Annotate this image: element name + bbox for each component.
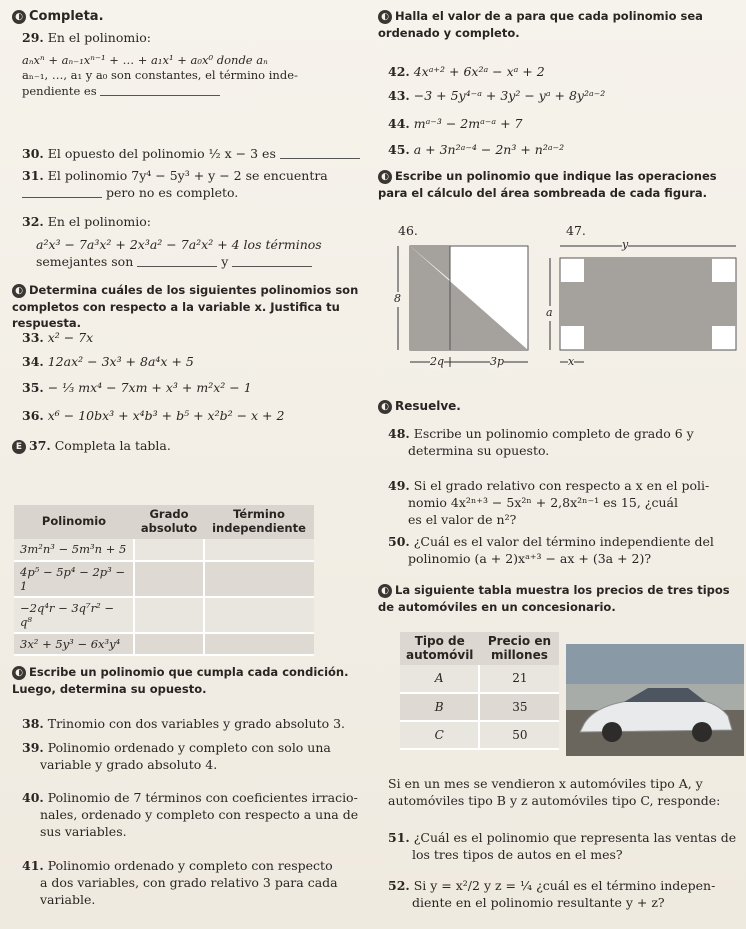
q51-num: 51. xyxy=(388,830,410,845)
fig46-label-b: 3p xyxy=(490,355,505,368)
table-cell-poly: −2q⁴r − 3q⁷r² − q⁸ xyxy=(14,597,134,633)
q52-text1: Si y = x²/2 y z = ¼ ¿cuál es el término indepen- xyxy=(413,878,716,893)
instruction-badge-icon: ◐ xyxy=(12,666,26,680)
question-48 xyxy=(388,426,694,460)
q33-num: 33. xyxy=(22,330,44,345)
q34-text: 12ax² − 3x³ + 8a⁴x + 5 xyxy=(47,354,194,369)
q32-blank-1[interactable] xyxy=(137,257,217,267)
q39-text2: variable y grado absoluto 4. xyxy=(40,756,218,772)
table-row xyxy=(400,721,559,749)
table-row xyxy=(14,633,314,655)
q31-num: 31. xyxy=(22,168,44,183)
question-45 xyxy=(388,142,564,159)
question-51 xyxy=(388,830,736,864)
cars-cell-price: 21 xyxy=(479,665,559,693)
section-heading xyxy=(12,8,104,26)
q48-text1: Escribe un polinomio completo de grado 6 y xyxy=(413,426,694,441)
q50-text1: ¿Cuál es el valor del término independiente del xyxy=(413,534,714,549)
question-37 xyxy=(12,438,171,455)
table-cell-poly: 3m²n³ − 5m³n + 5 xyxy=(14,539,134,561)
q41-text2: a dos variables, con grado relativo 3 para cada xyxy=(40,874,338,890)
q49-text1: Si el grado relativo con respecto a x en el poli- xyxy=(413,478,710,493)
q38-num: 38. xyxy=(22,716,44,731)
instruction-badge-icon: ◐ xyxy=(12,284,26,298)
q40-text1: Polinomio de 7 términos con coeficientes irracio- xyxy=(47,790,358,805)
q31-answer-blank[interactable] xyxy=(22,188,102,198)
table-header-termino: Término independiente xyxy=(204,505,314,539)
q32-formula: a²x³ − 7a³x² + 2x³a² − 7a²x² + 4 los términos xyxy=(36,236,322,252)
question-49 xyxy=(388,478,709,529)
table-cell-blank[interactable] xyxy=(204,539,314,561)
fig47-shaded-cross xyxy=(560,258,736,350)
q32-num: 32. xyxy=(22,214,44,229)
table-row xyxy=(400,693,559,721)
fig47-label-bottom: x xyxy=(568,355,575,368)
q43-num: 43. xyxy=(388,88,410,103)
polynomial-table xyxy=(14,505,314,656)
q38-text: Trinomio con dos variables y grado absoluto 3. xyxy=(47,716,346,731)
q32-sep: y xyxy=(221,253,229,269)
q29-formula: aₙxⁿ + aₙ₋₁xⁿ⁻¹ + … + a₁x¹ + a₀x⁰ donde aₙ xyxy=(22,52,268,67)
table-cell-blank[interactable] xyxy=(134,597,204,633)
question-32 xyxy=(22,214,362,271)
q40-num: 40. xyxy=(22,790,44,805)
question-34 xyxy=(22,354,194,371)
instruction-write-poly xyxy=(12,664,360,699)
q43-text: −3 + 5y⁴⁻ᵃ + 3y² − yᵃ + 8y²ᵃ⁻² xyxy=(413,88,606,103)
table-header-grado: Grado absoluto xyxy=(134,505,204,539)
cars-cell-type: B xyxy=(400,693,479,721)
q32-blank-2[interactable] xyxy=(232,257,312,267)
q31-text2: pero no es completo. xyxy=(105,184,239,200)
q37-text: Completa la tabla. xyxy=(54,438,171,453)
resuelve-text: Resuelve. xyxy=(395,399,461,413)
cars-table xyxy=(400,632,559,750)
cars-cell-type: C xyxy=(400,721,479,749)
q48-num: 48. xyxy=(388,426,410,441)
table-cell-blank[interactable] xyxy=(134,561,204,597)
q49-text3: es el valor de n²? xyxy=(408,511,517,527)
question-44 xyxy=(388,116,522,133)
question-29 xyxy=(22,30,362,99)
q29-text3: pendiente es xyxy=(22,83,97,98)
q32-text3: semejantes son xyxy=(36,253,134,269)
q48-text2: determina su opuesto. xyxy=(408,442,550,458)
q29-num: 29. xyxy=(22,30,44,45)
question-50 xyxy=(388,534,714,568)
q52-text2: diente en el polinomio resultante y + z? xyxy=(412,894,665,910)
instr-cars-text: La siguiente tabla muestra los precios de tres tipos de automóviles en un concesionario. xyxy=(378,583,730,614)
table-row xyxy=(14,597,314,633)
cars-context xyxy=(388,776,744,810)
instr-e-text: Escribe un polinomio que cumpla cada condición. Luego, determina su opuesto. xyxy=(12,665,349,697)
instruction-cars xyxy=(378,582,738,615)
q45-text: a + 3n²ᵃ⁻⁴ − 2n³ + n²ᵃ⁻² xyxy=(413,142,565,157)
q41-text3: variable. xyxy=(40,891,96,907)
table-cell-poly: 4p⁵ − 5p⁴ − 2p³ − 1 xyxy=(14,561,134,597)
q42-text: 4xᵃ⁺² + 6x²ᵃ − xᵃ + 2 xyxy=(413,64,545,79)
fig47-label-side: a xyxy=(546,306,553,319)
instruction-badge-icon: ◐ xyxy=(378,10,392,24)
table-cell-blank[interactable] xyxy=(204,633,314,655)
q52-num: 52. xyxy=(388,878,410,893)
q39-text1: Polinomio ordenado y completo con solo una xyxy=(47,740,331,755)
question-35 xyxy=(22,380,252,397)
q30-text: El opuesto del polinomio ½ x − 3 es xyxy=(47,146,276,161)
question-42 xyxy=(388,64,545,81)
q44-text: mᵃ⁻³ − 2mᵃ⁻ᵃ + 7 xyxy=(413,116,523,131)
q41-text1: Polinomio ordenado y completo con respecto xyxy=(47,858,333,873)
q36-num: 36. xyxy=(22,408,44,423)
cars-cell-type: A xyxy=(400,665,479,693)
q31-text1: El polinomio 7y⁴ − 5y³ + y − 2 se encuentra xyxy=(47,168,328,183)
fig47-label-top: y xyxy=(622,238,629,251)
q45-num: 45. xyxy=(388,142,410,157)
q34-num: 34. xyxy=(22,354,44,369)
table-cell-blank[interactable] xyxy=(204,597,314,633)
q51-text1: ¿Cuál es el polinomio que representa las ventas de xyxy=(413,830,737,845)
car-photo xyxy=(566,644,744,756)
q35-num: 35. xyxy=(22,380,44,395)
q30-answer-blank[interactable] xyxy=(280,149,360,159)
q36-text: x⁶ − 10bx³ + x⁴b³ + b⁵ + x²b² − x + 2 xyxy=(47,408,285,423)
question-36 xyxy=(22,408,284,425)
cars-header-price: Precio en millones xyxy=(479,632,559,665)
figure-46 xyxy=(388,240,538,372)
table-cell-blank[interactable] xyxy=(204,561,314,597)
heading-text: Completa. xyxy=(29,9,104,24)
instruction-badge-icon: ◐ xyxy=(378,170,392,184)
instr-b-text: Determina cuáles de los siguientes polinomios son completos con respecto a la variable x. Justifica tu respuesta. xyxy=(12,283,359,331)
cars-header-type: Tipo de automóvil xyxy=(400,632,479,665)
q30-num: 30. xyxy=(22,146,44,161)
table-row xyxy=(400,665,559,693)
table-row xyxy=(14,539,314,561)
instruction-complete-polys xyxy=(12,282,360,332)
q50-num: 50. xyxy=(388,534,410,549)
car-photo-illustration xyxy=(566,644,744,756)
cars-text1: Si en un mes se vendieron x automóviles tipo A, y xyxy=(388,776,703,791)
q29-text1: En el polinomio: xyxy=(47,30,151,45)
question-40 xyxy=(22,790,358,841)
question-33 xyxy=(22,330,93,347)
figure-47 xyxy=(544,240,740,372)
q40-text2: nales, ordenado y completo con respecto a una de xyxy=(40,806,359,822)
q32-text1: En el polinomio: xyxy=(47,214,151,229)
fig47-num: 47. xyxy=(566,223,586,238)
question-38 xyxy=(22,716,345,733)
question-41 xyxy=(22,858,338,909)
q39-num: 39. xyxy=(22,740,44,755)
q51-text2: los tres tipos de autos en el mes? xyxy=(412,846,623,862)
q29-text2: aₙ₋₁, …, a₁ y a₀ son constantes, el término inde- xyxy=(22,68,298,83)
q37-num: 37. xyxy=(29,438,51,453)
q50-text2: polinomio (a + 2)xᵃ⁺³ − ax + (3a + 2)? xyxy=(408,550,652,566)
q42-num: 42. xyxy=(388,64,410,79)
instr-top-text: Halla el valor de a para que cada polinomio sea ordenado y completo. xyxy=(378,9,703,40)
question-30 xyxy=(22,146,362,163)
resuelve-heading xyxy=(378,398,461,414)
cars-text2: automóviles tipo B y z automóviles tipo C, responde: xyxy=(388,792,721,808)
instruction-area xyxy=(378,168,738,201)
question-43 xyxy=(388,88,605,105)
q40-text3: sus variables. xyxy=(40,823,127,839)
fig46-num: 46. xyxy=(398,223,418,238)
instruction-badge-icon: ◐ xyxy=(378,400,392,414)
instruction-find-a xyxy=(378,8,738,41)
cars-cell-price: 35 xyxy=(479,693,559,721)
q49-text2: nomio 4x²ⁿ⁺³ − 5x²ⁿ + 2,8x²ⁿ⁻¹ es 15, ¿cuál xyxy=(408,494,678,510)
q49-num: 49. xyxy=(388,478,410,493)
q41-num: 41. xyxy=(22,858,44,873)
question-39 xyxy=(22,740,331,774)
section-badge-icon: ◐ xyxy=(12,10,26,24)
q33-text: x² − 7x xyxy=(47,330,94,345)
table-header-polinomio: Polinomio xyxy=(14,505,134,539)
fig46-label-side: 8 xyxy=(394,292,401,305)
table-cell-blank[interactable] xyxy=(134,633,204,655)
q44-num: 44. xyxy=(388,116,410,131)
q29-answer-blank[interactable] xyxy=(100,86,220,96)
table-cell-blank[interactable] xyxy=(134,539,204,561)
question-31 xyxy=(22,168,362,202)
fig46-label-a: 2q xyxy=(430,355,445,368)
instruction-badge-icon: ◐ xyxy=(378,584,392,598)
q37-badge: E xyxy=(12,440,26,454)
instr-area-text: Escribe un polinomio que indique las operaciones para el cálculo del área sombreada de cada figura. xyxy=(378,169,717,200)
q35-text: − ⅓ mx⁴ − 7xm + x³ + m²x² − 1 xyxy=(47,380,252,395)
table-row xyxy=(14,561,314,597)
cars-cell-price: 50 xyxy=(479,721,559,749)
question-52 xyxy=(388,878,715,912)
table-cell-poly: 3x² + 5y³ − 6x³y⁴ xyxy=(14,633,134,655)
